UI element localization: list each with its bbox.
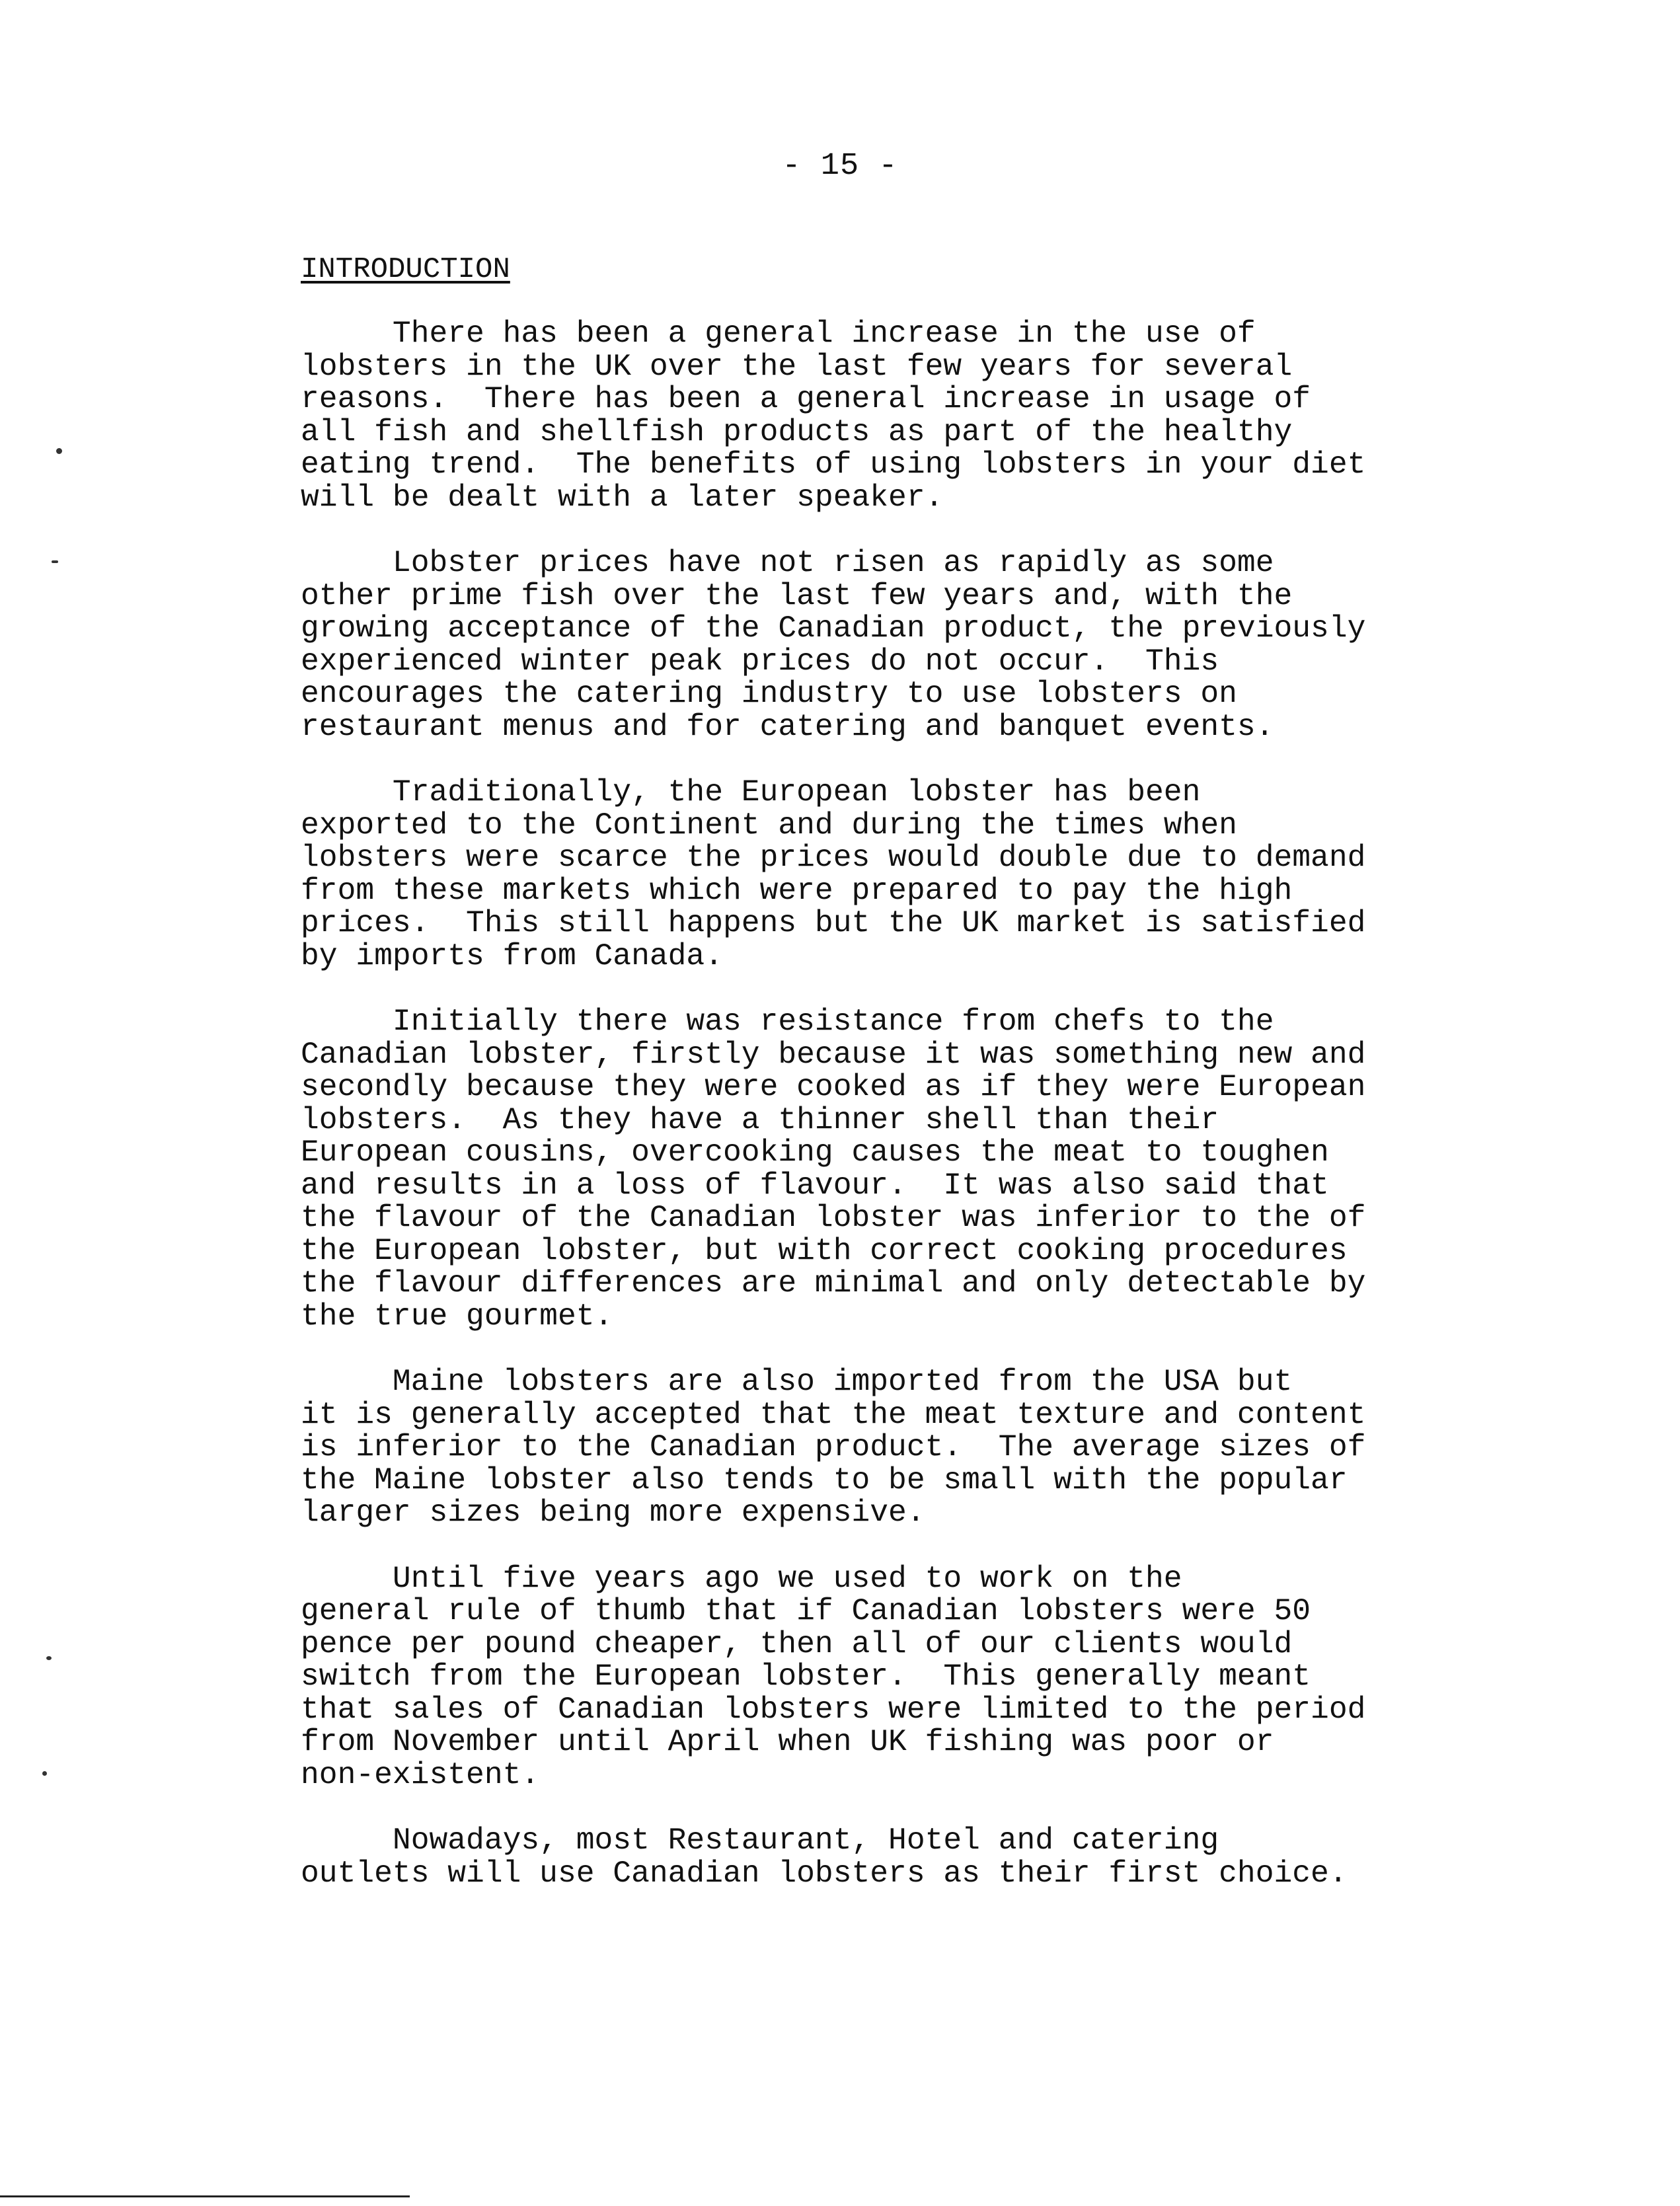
paragraph-line: Nowadays, most Restaurant, Hotel and catering — [301, 1823, 1219, 1858]
paragraph-line: by imports from Canada. — [301, 938, 724, 973]
paragraph-line: Lobster prices have not risen as rapidly as some — [301, 545, 1274, 580]
paragraph-line: Canadian lobster, firstly because it was something new and — [301, 1036, 1366, 1072]
paragraph-line: lobsters were scarce the prices would double due to demand — [301, 840, 1366, 875]
paragraph-line: encourages the catering industry to use lobsters on — [301, 676, 1237, 711]
paragraph-line: the flavour differences are minimal and only detectable by — [301, 1266, 1366, 1301]
paragraph-line: lobsters. As they have a thinner shell than their — [301, 1102, 1219, 1137]
paragraph-line: the Maine lobster also tends to be small with the popular — [301, 1462, 1348, 1498]
paragraph-line: larger sizes being more expensive. — [301, 1495, 925, 1530]
paragraph — [301, 317, 1490, 513]
paragraph-line: general rule of thumb that if Canadian lobsters were 50 — [301, 1593, 1311, 1628]
paragraph-line: There has been a general increase in the use of — [301, 316, 1256, 351]
paragraph-line: will be dealt with a later speaker. — [301, 479, 944, 515]
paragraph — [301, 776, 1490, 972]
paragraph-line: non-existent. — [301, 1757, 540, 1792]
paragraph-line: all fish and shellfish products as part of the healthy — [301, 414, 1293, 449]
paragraph-line: switch from the European lobster. This generally meant — [301, 1659, 1311, 1694]
scan-speck — [42, 1771, 47, 1776]
scan-speck — [46, 1656, 52, 1660]
paragraph-line: European cousins, overcooking causes the meat to toughen — [301, 1135, 1329, 1170]
paragraph-line: that sales of Canadian lobsters were limited to the period — [301, 1691, 1366, 1727]
paragraph-line: secondly because they were cooked as if they were European — [301, 1069, 1366, 1104]
paragraph-line: reasons. There has been a general increase in usage of — [301, 381, 1311, 416]
paragraph — [301, 1005, 1490, 1332]
paragraph — [301, 547, 1490, 743]
paragraph-line: exported to the Continent and during the times when — [301, 807, 1237, 843]
page-number: - 15 - — [782, 149, 898, 184]
paragraph-line: outlets will use Canadian lobsters as their first choice. — [301, 1855, 1348, 1891]
paragraph-line: other prime fish over the last few years and, with the — [301, 578, 1293, 613]
paragraph-line: eating trend. The benefits of using lobsters in your diet — [301, 447, 1366, 482]
paragraph-line: growing acceptance of the Canadian product, the previously — [301, 611, 1366, 646]
paragraph-line: from November until April when UK fishing was poor or — [301, 1724, 1274, 1759]
section-heading: INTRODUCTION — [301, 253, 510, 286]
paragraph-line: Until five years ago we used to work on the — [301, 1560, 1182, 1596]
paragraph-line: it is generally accepted that the meat texture and content — [301, 1396, 1366, 1432]
paragraph-line: the true gourmet. — [301, 1298, 613, 1334]
paragraph — [301, 1562, 1490, 1792]
paragraph-line: restaurant menus and for catering and banquet events. — [301, 708, 1274, 744]
paragraph-line: the flavour of the Canadian lobster was inferior to the of — [301, 1200, 1366, 1235]
paragraph-line: the European lobster, but with correct cooking procedures — [301, 1233, 1348, 1268]
paragraph-line: Initially there was resistance from chefs to the — [301, 1004, 1274, 1039]
paragraph-line: Traditionally, the European lobster has been — [301, 775, 1201, 810]
scan-speck — [52, 560, 58, 563]
body-text — [301, 317, 1490, 1922]
paragraph-line: pence per pound cheaper, then all of our clients would — [301, 1626, 1293, 1661]
paragraph — [301, 1824, 1490, 1889]
paragraph-line: experienced winter peak prices do not occur. This — [301, 643, 1219, 679]
scan-edge-line — [0, 2195, 410, 2197]
scan-speck — [56, 448, 62, 454]
paragraph-line: from these markets which were prepared to pay the high — [301, 872, 1293, 908]
paragraph-line: is inferior to the Canadian product. The average sizes of — [301, 1429, 1366, 1464]
paragraph — [301, 1365, 1490, 1529]
paragraph-line: prices. This still happens but the UK market is satisfied — [301, 905, 1366, 940]
paragraph-line: lobsters in the UK over the last few years for several — [301, 348, 1293, 384]
paragraph-line: Maine lobsters are also imported from the USA but — [301, 1364, 1293, 1399]
paragraph-line: and results in a loss of flavour. It was also said that — [301, 1167, 1329, 1203]
